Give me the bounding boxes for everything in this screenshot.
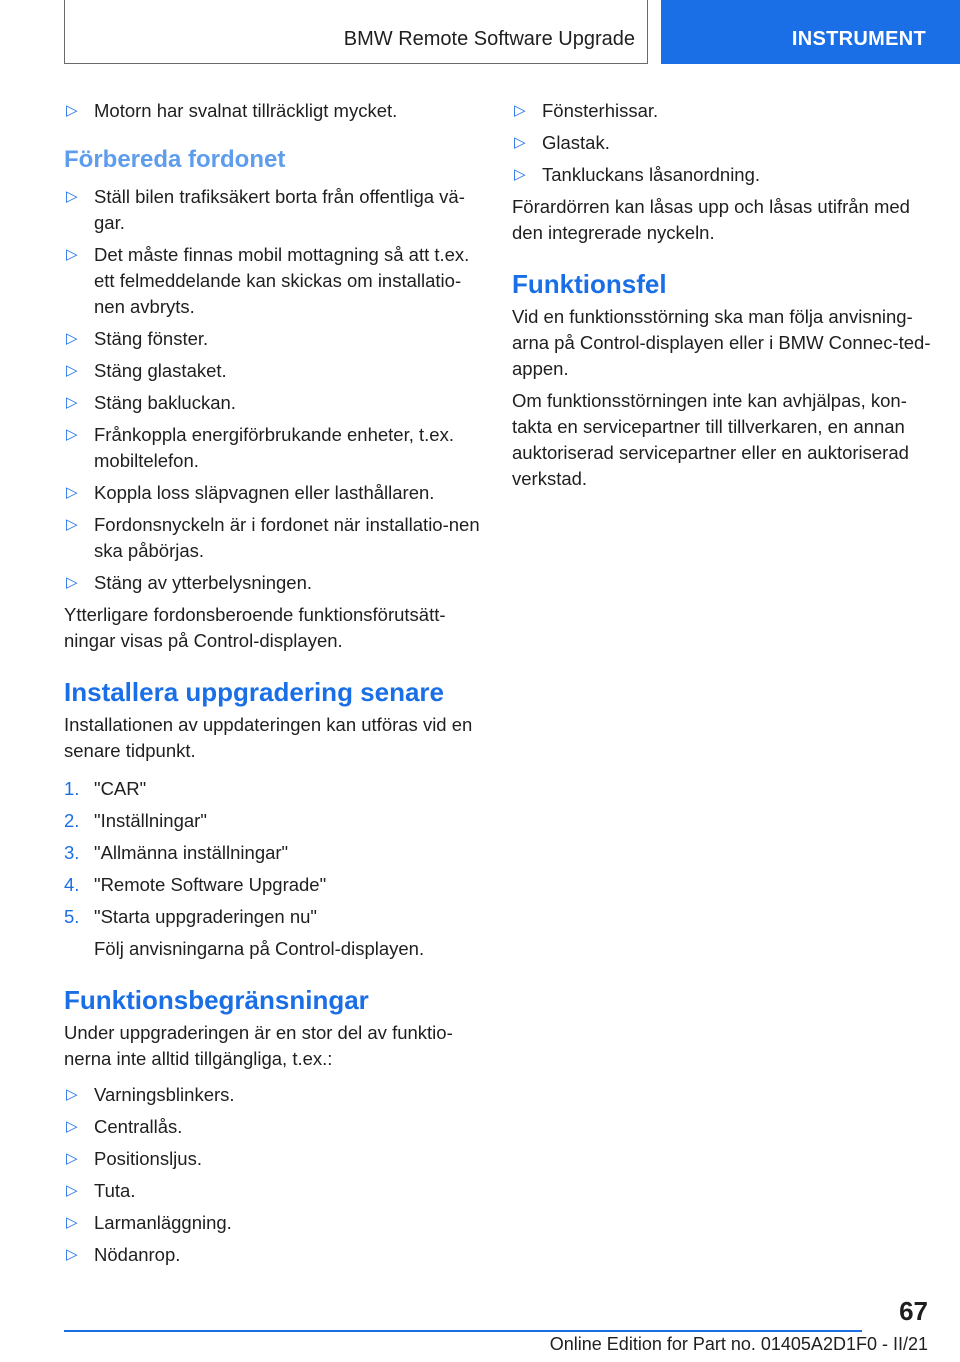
section-note: Ytterligare fordonsberoende funktionsförutsätt-ningar visas på Control-displayen. (64, 604, 446, 651)
bullet-triangle-icon: ▷ (514, 102, 526, 119)
bullet-triangle-icon: ▷ (66, 1150, 78, 1167)
list-item: ▷ Positionsljus. (64, 1146, 484, 1172)
bullet-triangle-icon: ▷ (66, 1246, 78, 1263)
section-intro: Under uppgraderingen är en stor del av funktio-nerna inte alltid tillgängliga, t.ex.: (64, 1022, 453, 1069)
paragraph: Om funktionsstörningen inte kan avhjälpas, kon-takta en servicepartner till tillverkaren, en annan auktoriserad servicepartner eller en auktoriserad verkstad. (512, 390, 909, 489)
bullet-triangle-icon: ▷ (514, 134, 526, 151)
list-item: ▷ Varningsblinkers. (64, 1082, 484, 1108)
list-item: ▷ Motorn har svalnat tillräckligt mycket. (64, 98, 484, 124)
bullet-triangle-icon: ▷ (66, 1086, 78, 1103)
bullet-triangle-icon: ▷ (66, 362, 78, 379)
step-item: 4. "Remote Software Upgrade" (64, 874, 327, 895)
bullet-triangle-icon: ▷ (66, 1214, 78, 1231)
bullet-triangle-icon: ▷ (66, 1118, 78, 1135)
section-intro: Installationen av uppdateringen kan utföras vid en senare tidpunkt. (64, 714, 473, 761)
list-item: ▷ Fordonsnyckeln är i fordonet när installatio-nen ska påbörjas. (66, 514, 480, 561)
step-item: 5. "Starta uppgraderingen nu" (64, 906, 317, 927)
list-item: ▷ Tankluckans låsanordning. (512, 162, 932, 188)
list-item: ▷ Larmanläggning. (64, 1210, 484, 1236)
list-item: ▷ Ställ bilen trafiksäkert borta från offentliga vä-gar. (66, 186, 465, 233)
page-number: 67 (899, 1296, 928, 1326)
header-title: BMW Remote Software Upgrade (343, 28, 635, 50)
list-item: ▷ Frånkoppla energiförbrukande enheter, t.ex. mobiltelefon. (66, 424, 454, 471)
list-item: ▷ Koppla loss släpvagnen eller lasthållaren. (64, 480, 484, 506)
bullet-triangle-icon: ▷ (514, 166, 526, 183)
bullet-triangle-icon: ▷ (66, 516, 78, 533)
bullet-triangle-icon: ▷ (66, 394, 78, 411)
bullet-triangle-icon: ▷ (66, 188, 78, 205)
list-item: ▷ Centrallås. (64, 1114, 484, 1140)
list-item: ▷ Stäng bakluckan. (64, 390, 484, 416)
bullet-triangle-icon: ▷ (66, 426, 78, 443)
list-item: ▷ Stäng fönster. (64, 326, 484, 352)
header-title-box (64, 0, 648, 64)
bullet-triangle-icon: ▷ (66, 484, 78, 501)
step-note: Följ anvisningarna på Control-displayen. (94, 938, 425, 959)
bullet-triangle-icon: ▷ (66, 246, 78, 263)
footer-divider (64, 1330, 862, 1332)
section-heading-limitations: Funktionsbegränsningar (64, 985, 369, 1015)
list-item: ▷ Stäng glastaket. (64, 358, 484, 384)
section-heading-prepare: Förbereda fordonet (64, 146, 286, 173)
bullet-triangle-icon: ▷ (66, 1182, 78, 1199)
list-item: ▷ Stäng av ytterbelysningen. (64, 570, 484, 596)
bullet-triangle-icon: ▷ (66, 330, 78, 347)
section-heading-malfunction: Funktionsfel (512, 269, 667, 299)
header-tab-label: INSTRUMENT (791, 28, 926, 50)
bullet-triangle-icon: ▷ (66, 102, 78, 119)
step-item: 3. "Allmänna inställningar" (64, 842, 289, 863)
list-item: ▷ Det måste finnas mobil mottagning så att t.ex. ett felmeddelande kan skickas om installatio-nen avbryts. (66, 244, 470, 317)
paragraph: Vid en funktionsstörning ska man följa anvisning-arna på Control-displayen eller i BMW Connec-ted-appen. (512, 306, 931, 379)
list-item: ▷ Glastak. (512, 130, 932, 156)
header-chapter-tab[interactable] (661, 0, 960, 64)
step-item: 1. "CAR" (64, 778, 147, 799)
footer-edition: Online Edition for Part no. 01405A2D1F0 - II/21 (549, 1334, 928, 1354)
section-heading-install-later: Installera uppgradering senare (64, 677, 445, 707)
list-item: ▷ Fönsterhissar. (512, 98, 932, 124)
list-item: ▷ Tuta. (64, 1178, 484, 1204)
right-column (512, 98, 932, 498)
step-item: 2. "Inställningar" (64, 810, 207, 831)
paragraph: Förardörren kan låsas upp och låsas utifrån med den integrerade nyckeln. (512, 196, 910, 243)
list-item: ▷ Nödanrop. (64, 1242, 484, 1268)
left-column (64, 98, 484, 1274)
bullet-triangle-icon: ▷ (66, 574, 78, 591)
